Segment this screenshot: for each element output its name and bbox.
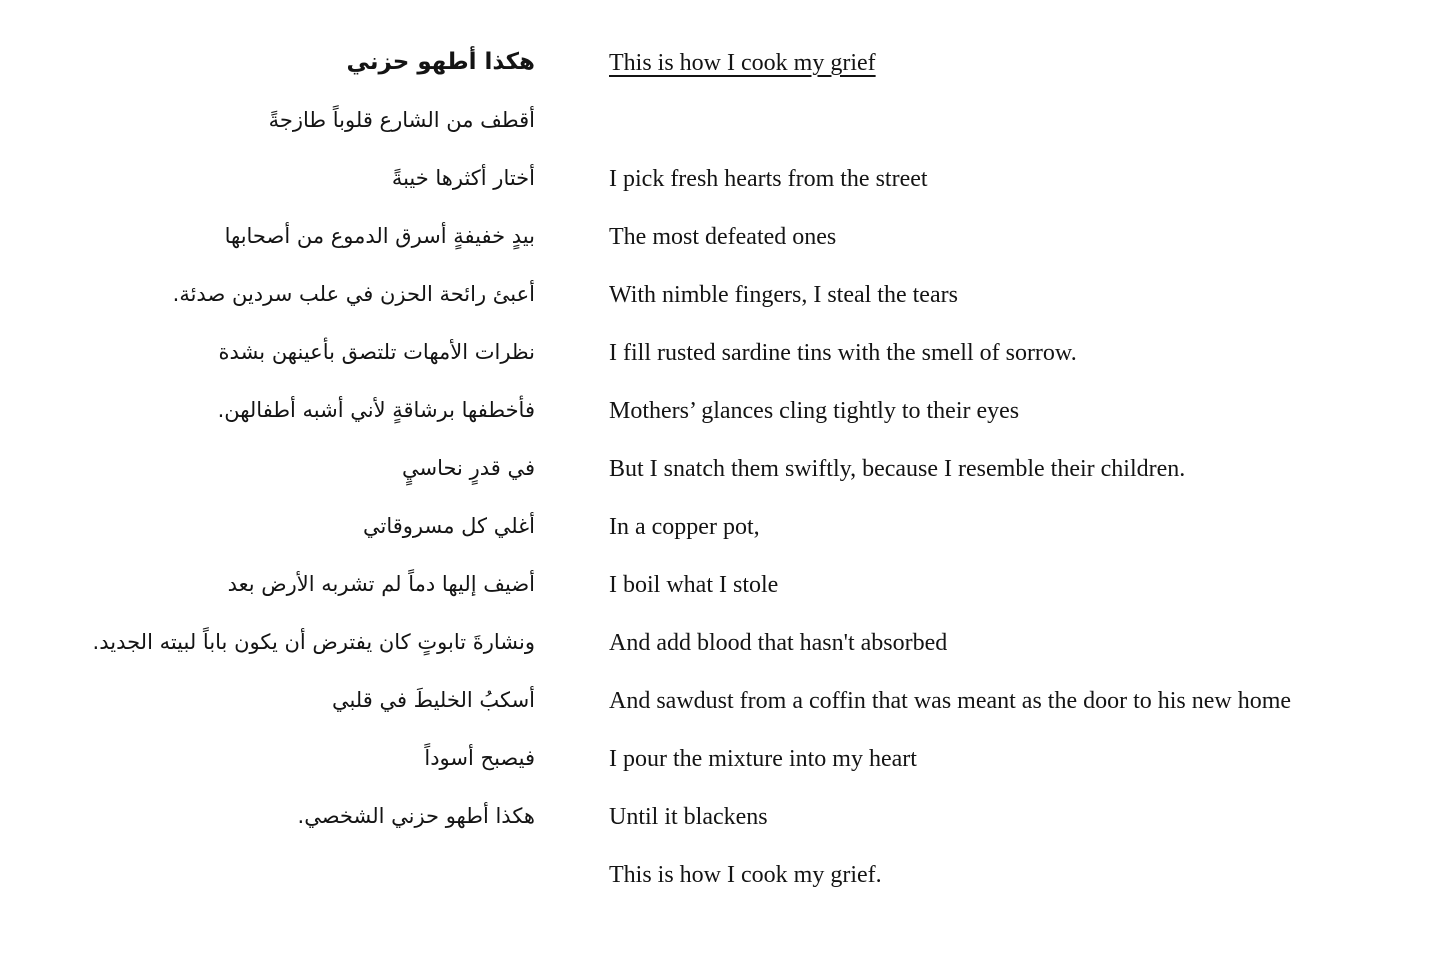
english-line: In a copper pot, bbox=[609, 513, 760, 540]
arabic-line: أغلي كل مسروقاتي bbox=[362, 514, 535, 539]
arabic-line: أسكبُ الخليطَ في قلبي bbox=[331, 688, 535, 713]
english-line: With nimble fingers, I steal the tears bbox=[609, 281, 958, 308]
english-line: This is how I cook my grief. bbox=[609, 861, 882, 888]
arabic-line: أضيف إليها دماً لم تشربه الأرض بعد bbox=[227, 572, 535, 597]
poem-line-row bbox=[0, 324, 1456, 382]
poem-line-row bbox=[0, 614, 1456, 672]
arabic-line: في قدرٍ نحاسيٍ bbox=[402, 456, 535, 481]
poem-line-row bbox=[0, 440, 1456, 498]
english-line: And sawdust from a coffin that was meant as the door to his new home bbox=[609, 687, 1292, 714]
poem-line-row bbox=[0, 266, 1456, 324]
english-line: But I snatch them swiftly, because I resemble their children. bbox=[609, 455, 1186, 482]
poem-title-english: This is how I cook my grief bbox=[609, 49, 876, 76]
english-line: The most defeated ones bbox=[609, 223, 837, 250]
english-line: Mothers’ glances cling tightly to their eyes bbox=[609, 397, 1020, 424]
arabic-line: بيدٍ خفيفةٍ أسرق الدموع من أصحابها bbox=[224, 224, 535, 249]
arabic-line: أختار أكثرها خيبةً bbox=[391, 166, 535, 191]
poem-line-row bbox=[0, 846, 1456, 904]
poem-line-row bbox=[0, 150, 1456, 208]
poem-line-row bbox=[0, 556, 1456, 614]
english-line: I fill rusted sardine tins with the smell of sorrow. bbox=[609, 339, 1077, 366]
arabic-line: نظرات الأمهات تلتصق بأعينهن بشدة bbox=[218, 340, 535, 365]
poem-line-row bbox=[0, 788, 1456, 846]
english-line: I boil what I stole bbox=[609, 571, 779, 598]
arabic-line: فأخطفها برشاقةٍ لأني أشبه أطفالهن. bbox=[217, 398, 535, 423]
poem-title-arabic: هكذا أطهو حزني bbox=[346, 49, 535, 76]
poem-line-row bbox=[0, 92, 1456, 150]
poem-line-row bbox=[0, 672, 1456, 730]
poem-title-row bbox=[0, 34, 1456, 92]
english-line: I pick fresh hearts from the street bbox=[609, 165, 928, 192]
arabic-line: أقطف من الشارع قلوباً طازجةً bbox=[268, 108, 535, 133]
poem-line-row bbox=[0, 498, 1456, 556]
arabic-line: فيصبح أسوداً bbox=[424, 746, 535, 771]
arabic-line: هكذا أطهو حزني الشخصي. bbox=[297, 804, 535, 829]
arabic-line: أعبئ رائحة الحزن في علب سردين صدئة. bbox=[172, 282, 535, 307]
poem-line-row bbox=[0, 730, 1456, 788]
poem-line-row bbox=[0, 382, 1456, 440]
arabic-line: ونشارةَ تابوتٍ كان يفترض أن يكون باباً لبيته الجديد. bbox=[92, 630, 535, 655]
english-line: Until it blackens bbox=[609, 803, 768, 830]
english-line: And add blood that hasn't absorbed bbox=[609, 629, 948, 656]
poem-line-row bbox=[0, 208, 1456, 266]
english-line: I pour the mixture into my heart bbox=[609, 745, 917, 772]
